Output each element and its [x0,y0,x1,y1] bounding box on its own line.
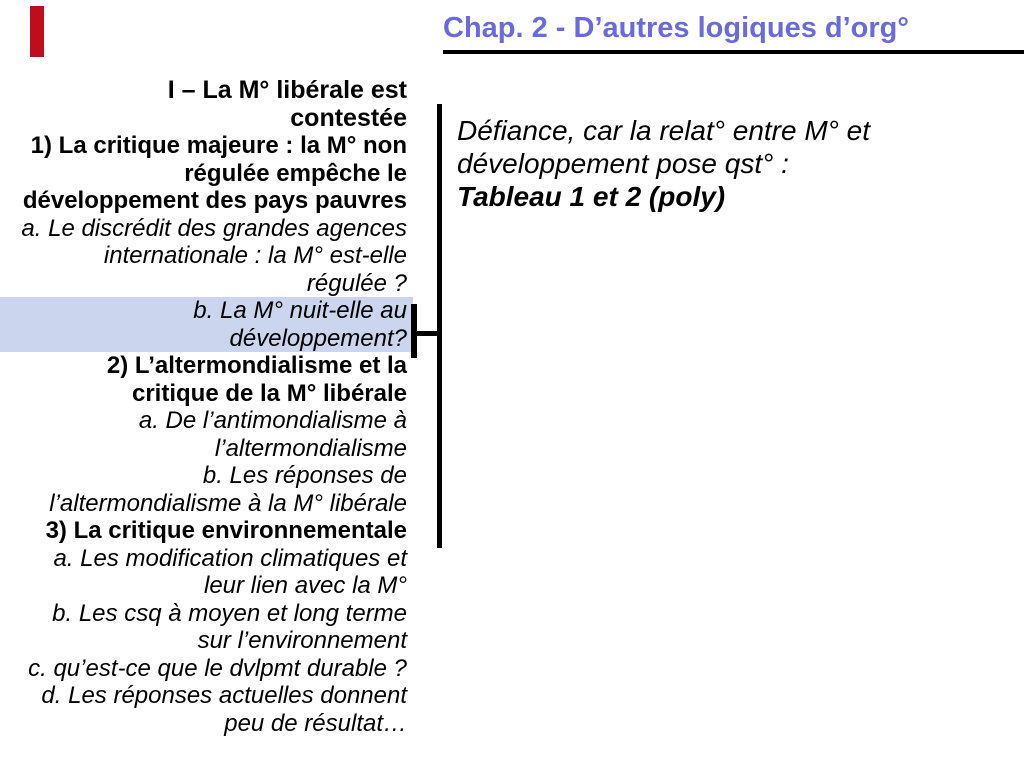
outline-line: sur l’environnement [197,627,407,654]
title-underline-rule [443,50,1024,54]
outline-list [0,77,413,737]
outline-line: internationale : la M° est-elle [103,242,407,269]
outline-line: d. Les réponses actuelles donnent [41,682,407,709]
outline-line: b. La M° nuit-elle au [0,297,413,325]
outline-line: peu de résultat… [224,709,407,737]
outline-line: régulée empêche le [184,159,407,187]
outline-line: a. De l’antimondialisme à [138,407,407,434]
outline-line: contestée [290,103,407,132]
outline-line: a. Les modification climatiques et [53,544,407,572]
outline-line: I – La M° libérale est [167,76,407,104]
outline-line: l’altermondialisme [214,434,407,462]
outline-line: b. Les csq à moyen et long terme [52,599,407,627]
red-accent-bar [30,6,44,57]
highlight-connector-tick [417,331,437,336]
outline-line: 3) La critique environnementale [45,517,407,544]
outline-line: leur lien avec la M° [203,572,407,599]
outline-line: développement des pays pauvres [22,187,407,214]
outline-line: 2) L’altermondialisme et la [106,352,407,379]
page-title: Chap. 2 - D’autres logiques d’org° [443,12,909,44]
outline-line: b. Les réponses de [202,462,407,489]
outline-line: a. Le discrédit des grandes agences [21,214,407,242]
note-line: Défiance, car la relat° entre M° et [457,115,871,146]
outline-line: critique de la M° libérale [131,379,407,407]
outline-line: 1) La critique majeure : la M° non [30,132,407,159]
note-line: Tableau 1 et 2 (poly) [457,181,726,212]
divider-vertical-line [437,104,442,548]
outline-line: c. qu’est-ce que le dvlpmt durable ? [28,654,407,682]
outline-line: développement? [0,325,413,353]
outline-line: régulée ? [306,269,407,297]
note-line: développement pose qst° : [457,148,789,179]
note-block [457,114,957,213]
outline-line: l’altermondialisme à la M° libérale [49,489,407,517]
